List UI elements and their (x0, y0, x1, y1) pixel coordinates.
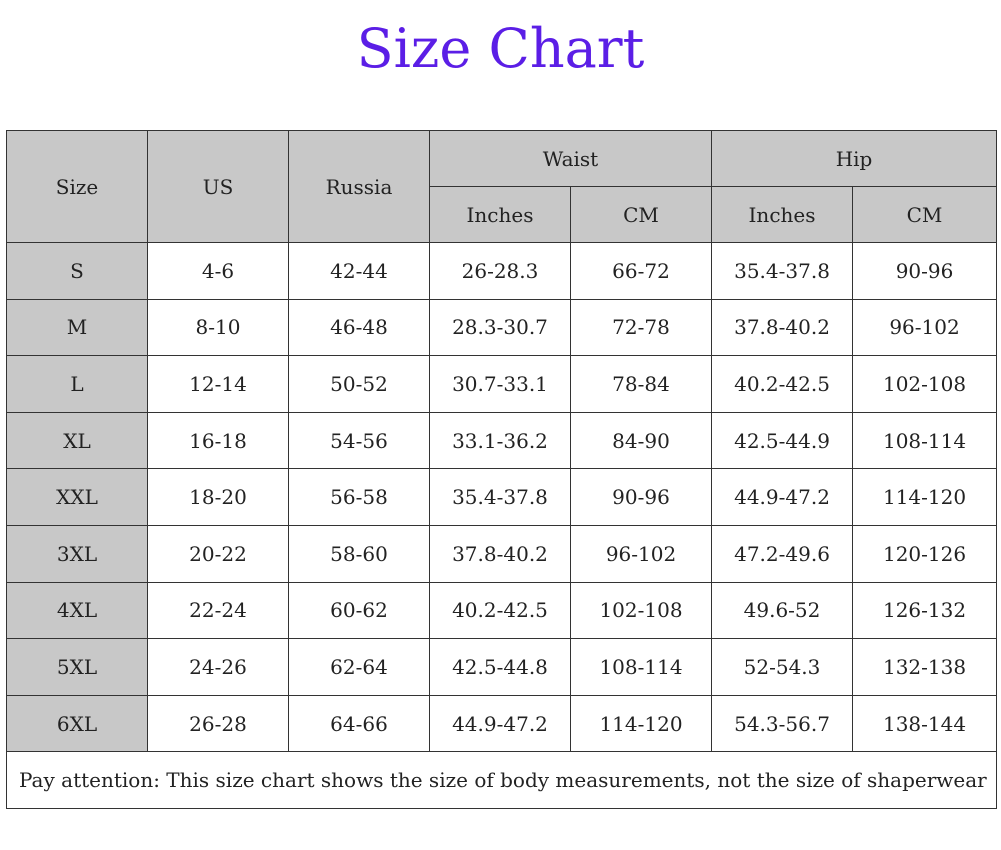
cell-waist-cm: 108-114 (571, 639, 712, 696)
cell-size: XL (7, 412, 148, 469)
cell-hip-inches: 37.8-40.2 (712, 299, 853, 356)
header-waist-inches: Inches (430, 187, 571, 243)
cell-hip-inches: 52-54.3 (712, 639, 853, 696)
cell-waist-inches: 37.8-40.2 (430, 525, 571, 582)
header-us: US (148, 131, 289, 243)
cell-hip-cm: 132-138 (853, 639, 997, 696)
cell-russia: 46-48 (289, 299, 430, 356)
cell-size: XXL (7, 469, 148, 526)
cell-size: 4XL (7, 582, 148, 639)
table-body (7, 243, 997, 752)
table-row (7, 243, 997, 300)
cell-us: 12-14 (148, 356, 289, 413)
table-row (7, 356, 997, 413)
cell-us: 8-10 (148, 299, 289, 356)
cell-russia: 58-60 (289, 525, 430, 582)
cell-hip-cm: 96-102 (853, 299, 997, 356)
cell-waist-cm: 72-78 (571, 299, 712, 356)
cell-hip-cm: 90-96 (853, 243, 997, 300)
cell-waist-cm: 66-72 (571, 243, 712, 300)
cell-size: L (7, 356, 148, 413)
cell-us: 16-18 (148, 412, 289, 469)
cell-size: M (7, 299, 148, 356)
table-row (7, 469, 997, 526)
cell-hip-cm: 120-126 (853, 525, 997, 582)
cell-hip-cm: 102-108 (853, 356, 997, 413)
cell-waist-inches: 42.5-44.8 (430, 639, 571, 696)
cell-hip-cm: 108-114 (853, 412, 997, 469)
header-hip: Hip (712, 131, 997, 187)
page-title: Size Chart (356, 17, 645, 80)
cell-us: 18-20 (148, 469, 289, 526)
cell-russia: 54-56 (289, 412, 430, 469)
note-row (7, 752, 997, 809)
cell-hip-cm: 114-120 (853, 469, 997, 526)
cell-hip-cm: 138-144 (853, 695, 997, 752)
cell-us: 22-24 (148, 582, 289, 639)
cell-russia: 60-62 (289, 582, 430, 639)
cell-hip-inches: 40.2-42.5 (712, 356, 853, 413)
cell-waist-inches: 30.7-33.1 (430, 356, 571, 413)
table-row (7, 639, 997, 696)
cell-waist-inches: 44.9-47.2 (430, 695, 571, 752)
cell-hip-inches: 49.6-52 (712, 582, 853, 639)
cell-waist-inches: 28.3-30.7 (430, 299, 571, 356)
table-row (7, 299, 997, 356)
cell-size: S (7, 243, 148, 300)
cell-waist-cm: 84-90 (571, 412, 712, 469)
cell-waist-inches: 33.1-36.2 (430, 412, 571, 469)
header-hip-cm: CM (853, 187, 997, 243)
cell-russia: 50-52 (289, 356, 430, 413)
cell-us: 24-26 (148, 639, 289, 696)
cell-size: 6XL (7, 695, 148, 752)
cell-waist-inches: 26-28.3 (430, 243, 571, 300)
note-text: Pay attention: This size chart shows the size of body measurements, not the size of shaperwear (7, 752, 997, 809)
cell-waist-cm: 114-120 (571, 695, 712, 752)
cell-us: 20-22 (148, 525, 289, 582)
cell-waist-cm: 102-108 (571, 582, 712, 639)
table-row (7, 412, 997, 469)
table-row (7, 695, 997, 752)
cell-hip-inches: 35.4-37.8 (712, 243, 853, 300)
cell-us: 4-6 (148, 243, 289, 300)
cell-us: 26-28 (148, 695, 289, 752)
header-russia: Russia (289, 131, 430, 243)
cell-hip-inches: 42.5-44.9 (712, 412, 853, 469)
table-row (7, 525, 997, 582)
cell-hip-inches: 54.3-56.7 (712, 695, 853, 752)
cell-russia: 62-64 (289, 639, 430, 696)
cell-size: 5XL (7, 639, 148, 696)
header-waist: Waist (430, 131, 712, 187)
table-row (7, 582, 997, 639)
cell-hip-cm: 126-132 (853, 582, 997, 639)
cell-waist-cm: 90-96 (571, 469, 712, 526)
cell-size: 3XL (7, 525, 148, 582)
header-row (7, 131, 997, 187)
cell-russia: 64-66 (289, 695, 430, 752)
cell-russia: 56-58 (289, 469, 430, 526)
cell-waist-inches: 35.4-37.8 (430, 469, 571, 526)
cell-russia: 42-44 (289, 243, 430, 300)
header-size: Size (7, 131, 148, 243)
cell-waist-inches: 40.2-42.5 (430, 582, 571, 639)
size-chart-table (6, 130, 997, 809)
header-waist-cm: CM (571, 187, 712, 243)
cell-hip-inches: 47.2-49.6 (712, 525, 853, 582)
cell-waist-cm: 78-84 (571, 356, 712, 413)
header-hip-inches: Inches (712, 187, 853, 243)
cell-waist-cm: 96-102 (571, 525, 712, 582)
cell-hip-inches: 44.9-47.2 (712, 469, 853, 526)
